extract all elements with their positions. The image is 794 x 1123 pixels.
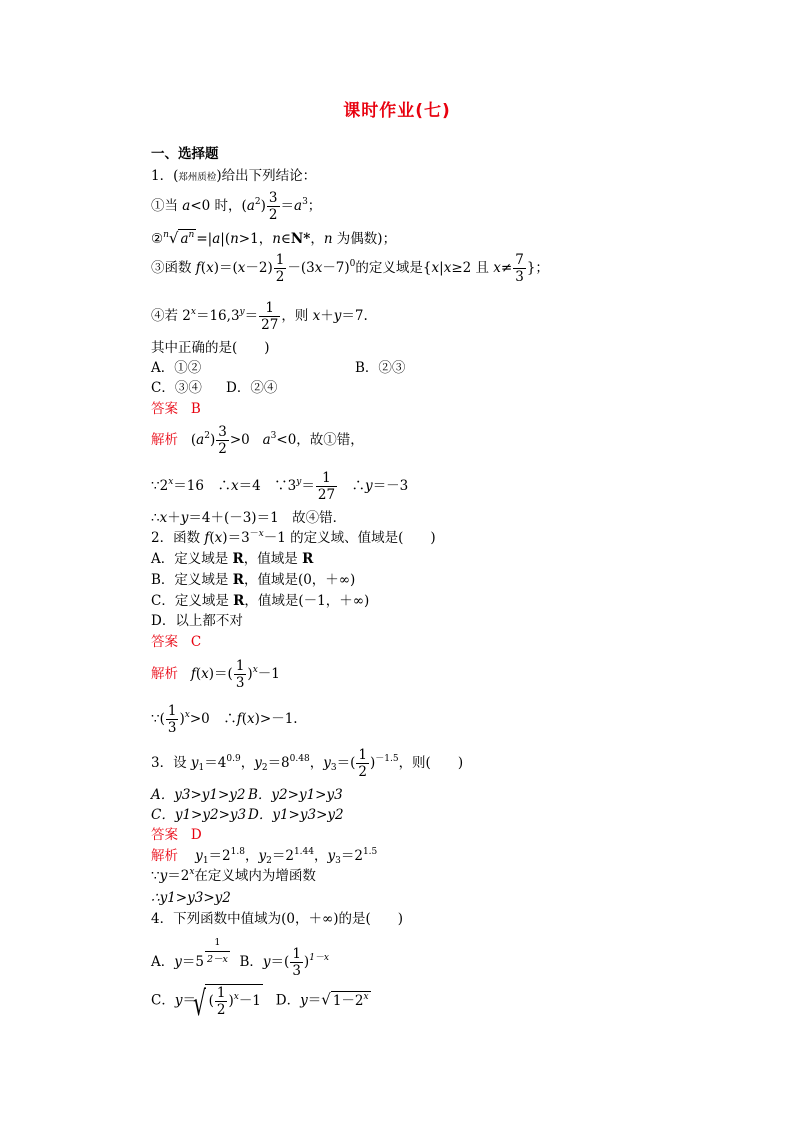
q3-explanation-1: 解析 $y_1=2^{1.8}$，$y_2=2^{1.44}$，$y_3=2^{1.5}$ — [151, 847, 378, 866]
q4-stem: 4．下列函数中值域为(0，＋∞)的是( ) — [151, 911, 403, 927]
q3-stem: 3．设 $y_1=4^{0.9}$，$y_2=8^{0.48}$，$y_3=$( $\frac{1}{2}$ )$^{-1.5}$，则( ) — [151, 747, 464, 780]
q3-option-a: A．y3>y1>y2 — [151, 787, 246, 803]
q1-statement-4: ④若 $2^x=16,3^y=$ $\frac{1}{27}$ ，则 x＋y＝7. — [151, 300, 368, 333]
q3-option-b: B．y2>y1>y3 — [248, 787, 343, 803]
q1-source: 郑州质检 — [178, 172, 217, 183]
explanation-label: 解析 — [151, 432, 178, 448]
fraction: $\frac{1}{27}$ — [317, 470, 336, 503]
q3-answer — [151, 826, 202, 844]
fraction: $\frac{1}{3}$ — [292, 946, 301, 979]
radical-sign: √ — [192, 984, 206, 1024]
q2-stem: 2．函数 $f(x)=3^{-x}-1$ 的定义域、值域是( ) — [151, 529, 436, 546]
q2-option-c: C．定义域是 R，值域是(－1，＋∞) — [151, 593, 370, 609]
radical-sign: √ — [321, 990, 331, 1009]
fraction: $\frac{3}{2}$ — [218, 424, 227, 457]
q2-answer — [151, 633, 201, 651]
fraction: $\frac{1}{2}$ — [275, 252, 285, 285]
q3-option-c: C．y1>y2>y3 — [151, 807, 247, 823]
q3-explanation-3: ∴y1>y3>y2 — [151, 890, 231, 906]
page-title: 课时作业(七) — [343, 101, 451, 121]
q2-option-d: D．以上都不对 — [151, 613, 243, 629]
q1-statement-2: ②$^n$√ $a^n =|a|(n>1$，n∈N*，n 为偶数)； — [151, 229, 397, 247]
q1-option-d: D．②④ — [226, 380, 278, 396]
radical-sign: √ — [168, 229, 179, 247]
answer-label: 答案 — [151, 634, 178, 650]
fraction: $\frac{1}{2}$ — [358, 747, 367, 780]
q1-explanation-3: ∴x＋y＝4＋(－3)＝1 故④错． — [151, 510, 347, 526]
q1-stem: 1．(郑州质检)给出下列结论： — [151, 168, 317, 184]
q3-explanation-2: $\because y=2^x$在定义域内为增函数 — [151, 867, 316, 884]
fraction: $\frac{1}{2}$ — [216, 985, 226, 1018]
section-heading: 一、选择题 — [151, 146, 219, 162]
q2-option-b: B．定义域是 R，值域是(0，＋∞) — [151, 572, 356, 588]
q1-option-b: B．②③ — [355, 360, 406, 376]
fraction: $\frac{1}{3}$ — [235, 658, 245, 691]
q1-explanation-2: $\because 2^x=16$ ∴x＝4 $\because 3^y=$ $\frac{1}{27}$ ∴y＝－3 — [151, 470, 409, 503]
q1-statement-1: ①当 a<0 时，$(a^2)$ $\frac{3}{2}$ $=a^3$； — [151, 190, 322, 223]
answer-value: B — [190, 401, 201, 417]
q1-option-c: C．③④ — [151, 380, 202, 396]
q4-options-cd: C．y＝ √ ( $\frac{1}{2}$ )$^x$－1 D．y＝√ $1-2^x$ — [151, 984, 369, 1024]
fraction: $\frac{1}{3}$ — [167, 703, 177, 736]
explanation-label: 解析 — [151, 848, 178, 864]
q1-answer — [151, 400, 201, 418]
answer-label: 答案 — [151, 827, 178, 843]
q2-option-a: A．定义域是 R，值域是 R — [151, 551, 314, 567]
answer-label: 答案 — [151, 401, 178, 417]
q3-option-d: D．y1>y3>y2 — [248, 807, 344, 823]
explanation-label: 解析 — [151, 666, 178, 682]
q4-options-ab: A．y＝5 $\frac{1}{2-x}$ B．y＝( $\frac{1}{3}$ )$^{1-x}$ — [151, 937, 330, 979]
q1-option-a: A．①② — [151, 360, 202, 376]
fraction: $\frac{7}{3}$ — [515, 252, 524, 285]
q2-explanation-2: ∵( $\frac{1}{3}$ )$^x$>0 ∴f(x)>－1. — [151, 703, 298, 736]
answer-value: C — [190, 634, 202, 650]
radical-expression: √ ( $\frac{1}{2}$ )$^x$－1 — [192, 984, 261, 1024]
answer-value: D — [190, 827, 202, 843]
q2-explanation-1: 解析 f(x)＝( $\frac{1}{3}$ )$^x$－1 — [151, 658, 280, 691]
fraction: $\frac{3}{2}$ — [268, 190, 278, 223]
q1-statement-3: ③函数 f(x)＝(x－2) $\frac{1}{2}$ $-(3x-7)^0$的定义域是{x|x≥2 且 x≠ $\frac{7}{3}$ }； — [151, 252, 549, 285]
q1-ask: 其中正确的是( ) — [151, 340, 270, 356]
fraction: $\frac{1}{27}$ — [261, 300, 279, 333]
q1-explanation-1: 解析 $(a^2)$ $\frac{3}{2}$ >0 $a^3<0$，故①错， — [151, 424, 364, 457]
fraction: $\frac{1}{2-x}$ — [206, 937, 228, 965]
